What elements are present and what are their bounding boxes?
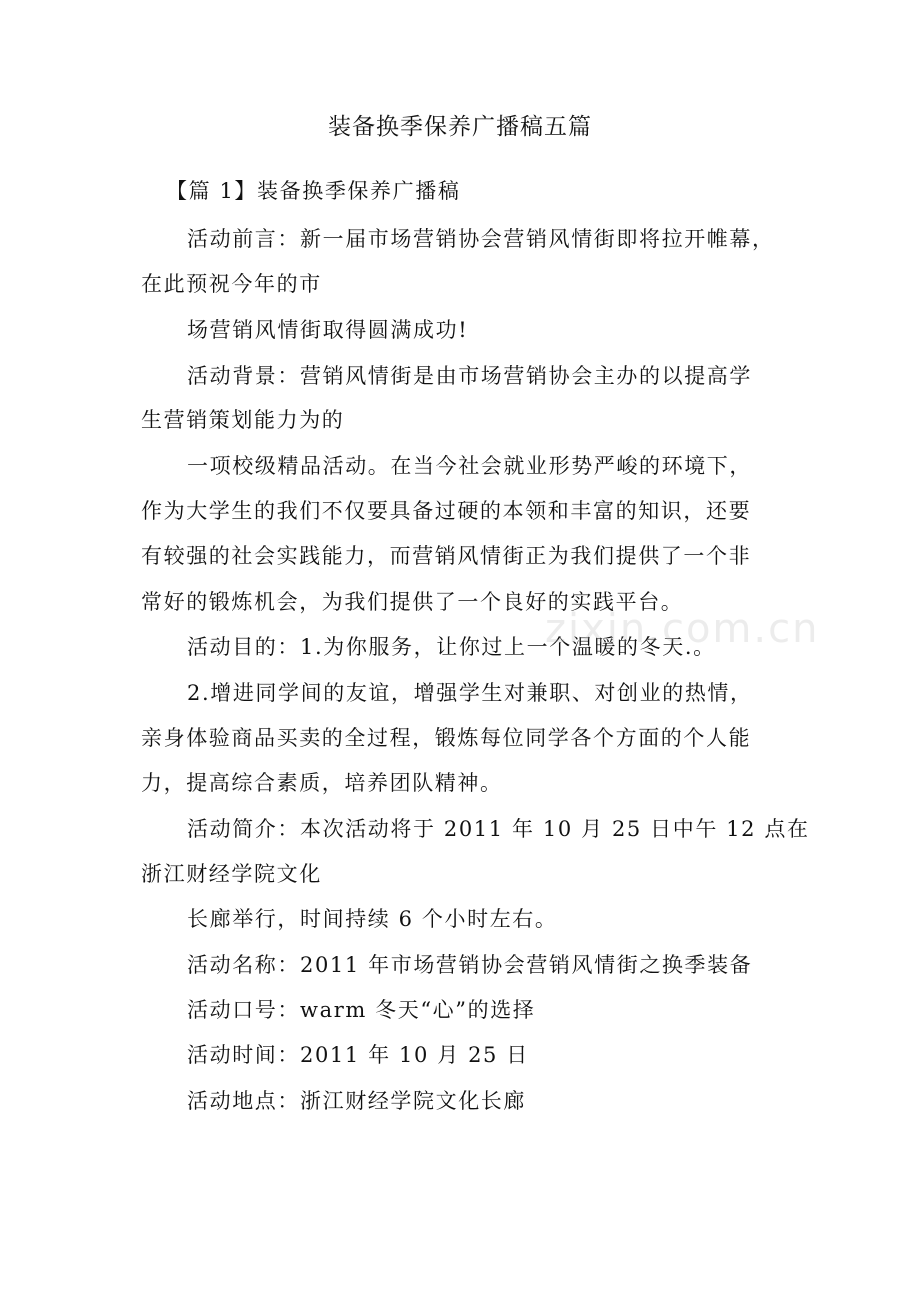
paragraph-line: 浙江财经学院文化 — [141, 862, 322, 886]
paragraph-line: 有较强的社会实践能力，而营销风情街正为我们提供了一个非 — [141, 544, 752, 568]
paragraph-line: 活动目的：1.为你服务，让你过上一个温暖的冬天.。 — [187, 635, 716, 659]
paragraph-line: 活动口号：warm 冬天“心”的选择 — [187, 998, 536, 1022]
paragraph-line: 作为大学生的我们不仅要具备过硬的本领和丰富的知识，还要 — [141, 499, 752, 523]
paragraph-line: 活动前言：新一届市场营销协会营销风情街即将拉开帷幕， — [187, 227, 775, 251]
paragraph-line: 长廊举行，时间持续 6 个小时左右。 — [187, 907, 558, 931]
paragraph-line: 生营销策划能力为的 — [141, 408, 345, 432]
paragraph-line: 亲身体验商品买卖的全过程，锻炼每位同学各个方面的个人能 — [141, 726, 752, 750]
paragraph-line: 一项校级精品活动。在当今社会就业形势严峻的环境下， — [187, 454, 752, 478]
paragraph-line: 常好的锻炼机会，为我们提供了一个良好的实践平台。 — [141, 590, 684, 614]
paragraph-line: 活动时间：2011 年 10 月 25 日 — [187, 1043, 529, 1067]
paragraph-line: 活动简介：本次活动将于 2011 年 10 月 25 日中午 12 点在 — [187, 817, 810, 841]
paragraph-line: 活动背景：营销风情街是由市场营销协会主办的以提高学 — [187, 364, 752, 388]
paragraph-line: 在此预祝今年的市 — [141, 272, 322, 296]
paragraph-line: 力，提高综合素质，培养团队精神。 — [141, 771, 503, 795]
section-heading: 【篇 1】装备换季保养广播稿 — [166, 179, 461, 203]
paragraph-line: 活动名称：2011 年市场营销协会营销风情街之换季装备 — [187, 953, 753, 977]
paragraph-line: 2.增进同学间的友谊，增强学生对兼职、对创业的热情， — [187, 681, 753, 705]
document-title: 装备换季保养广播稿五篇 — [328, 114, 592, 140]
paragraph-line: 活动地点：浙江财经学院文化长廊 — [187, 1089, 526, 1113]
paragraph-line: 场营销风情街取得圆满成功! — [187, 318, 469, 342]
watermark: zixin.com.cn — [545, 606, 820, 652]
